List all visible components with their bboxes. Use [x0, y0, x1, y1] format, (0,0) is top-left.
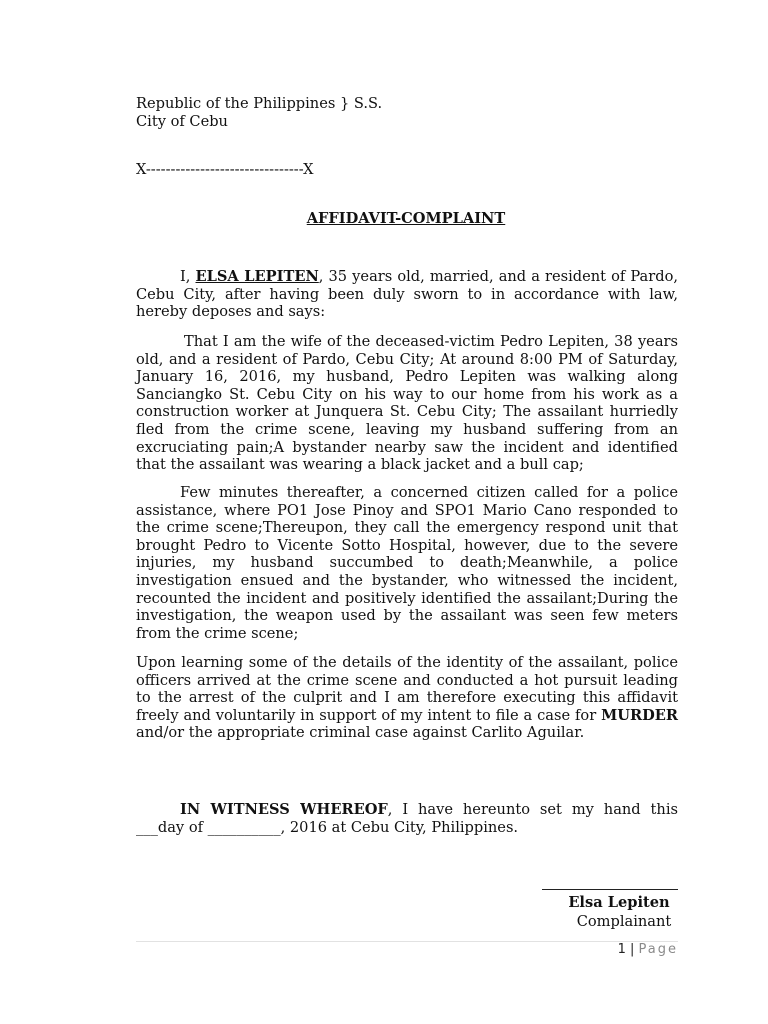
footer-divider [136, 941, 678, 942]
charge-murder: MURDER [601, 706, 678, 724]
page-footer [618, 942, 678, 957]
intro-text: , 35 years old, married, and a resident of Pardo, Cebu City, after having been duly sworn to in accordance with law, hereby deposes and says: [136, 268, 679, 321]
page-number: 1 [617, 942, 626, 957]
header-jurisdiction: Republic of the Philippines } S.S. [136, 95, 383, 112]
document-title: AFFIDAVIT-COMPLAINT [306, 210, 506, 227]
signature-role: Complainant [576, 913, 672, 930]
paragraph-3-tail: and/or the appropriate criminal case against Carlito Aguilar. [136, 724, 585, 742]
page-word: Page [638, 942, 678, 957]
header-separator: X--------------------------------X [136, 161, 314, 178]
paragraph-2: Few minutes thereafter, a concerned citizen called for a police assistance, where PO1 Jose Pinoy and SPO1 Mario Cano responded to the crime scene;Thereupon, they call the emergency respond unit that brought Pedro to Vicente Sotto Hospital, however, due to the severe injuries, my husband succumbed to death;Meanwhile, a police investigation ensued and the bystander, who witnessed the incident, recounted the incident and positively identified the assailant;During the investigation, the weapon used by the assailant was seen few meters from the crime scene; [136, 484, 678, 642]
paragraph-3 [136, 654, 678, 742]
paragraph-3-text: Upon learning some of the details of the identity of the assailant, police officers arrived at the crime scene and conducted a hot pursuit leading to the arrest of the culprit and I am therefore executing this affidavit freely and voluntarily in support of my intent to file a case for [136, 654, 678, 724]
header-city: City of Cebu [136, 113, 228, 130]
signature-name: Elsa Lepiten [568, 894, 670, 911]
intro-paragraph [136, 268, 678, 321]
paragraph-1: That I am the wife of the deceased-victim Pedro Lepiten, 38 years old, and a resident of Pardo, Cebu City; At around 8:00 PM of Saturday, January 16, 2016, my husband, Pedro Lepiten was walking along Sanciangko St. Cebu City on his way to our home from his work as a construction worker at Junquera St. Cebu City; The assailant hurriedly fled from the crime scene, leaving my husband suffering from an excruciating pain;A bystander nearby saw the incident and identified that the assailant was wearing a black jacket and a bull cap; [136, 333, 678, 474]
witness-paragraph [136, 801, 678, 836]
witness-whereof: IN WITNESS WHEREOF [180, 801, 388, 818]
signature-line [542, 889, 678, 890]
intro-prefix: I, [180, 268, 196, 285]
page-separator: | [625, 942, 639, 957]
affiant-name: ELSA LEPITEN [195, 268, 319, 285]
witness-text: , I have hereunto set my hand this ___day of __________, 2016 at Cebu City, Philippines. [136, 801, 678, 836]
